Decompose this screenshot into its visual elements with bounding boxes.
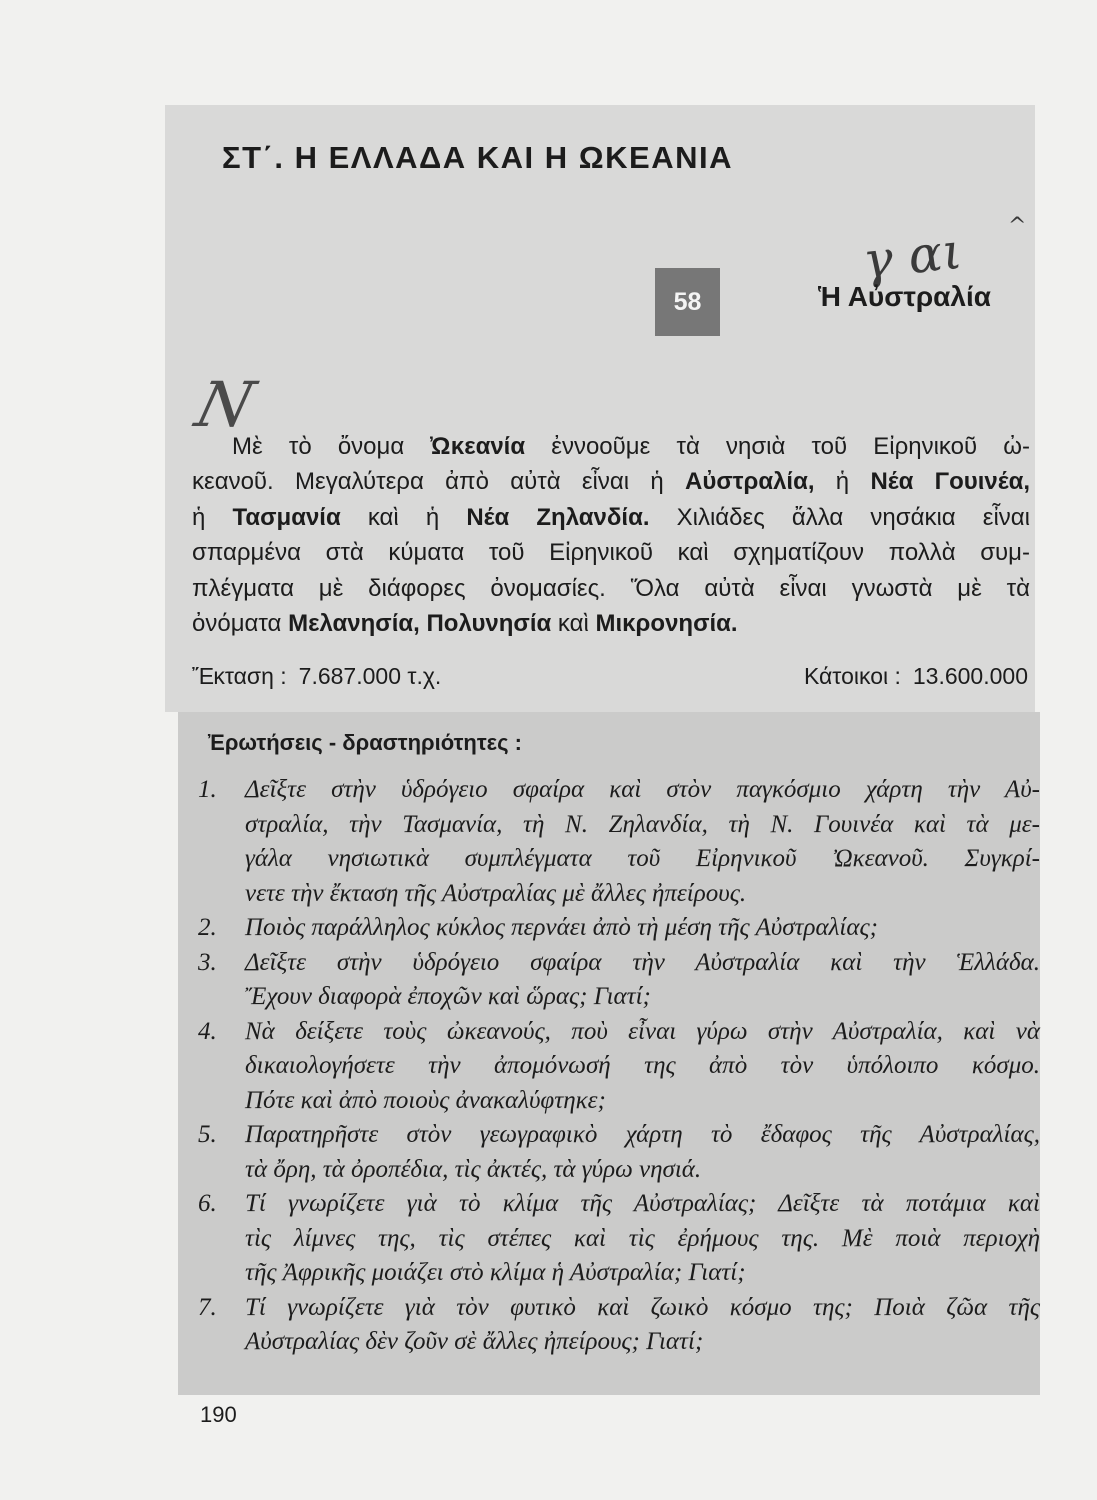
text-run: Χιλιάδες ἄλλα νησάκια εἶναι: [649, 503, 1031, 531]
question-line: τὰ ὄρη, τὰ ὀροπέδια, τὶς ἀκτές, τὰ γύρω νησιά.: [245, 1155, 702, 1183]
question-text: [245, 911, 1040, 946]
question-line: Τί γνωρίζετε γιὰ τὸν φυτικὸ καὶ ζωικὸ κόσμο της; Ποιὰ ζῶα τῆς: [245, 1293, 1040, 1321]
questions-heading: Ἐρωτήσεις - δραστηριότητες :: [208, 730, 522, 755]
questions-list: [198, 773, 1040, 1360]
text-run: σπαρμένα στὰ κύματα τοῦ Εἰρηνικοῦ καὶ σχηματίζουν πολλὰ συμ-: [192, 539, 1030, 567]
question-number: 6.: [198, 1190, 217, 1217]
section-title: ΣΤ΄. Η ΕΛΛΑΔΑ ΚΑΙ Η ΩΚΕΑΝΙΑ: [222, 140, 733, 175]
intro-line: [192, 535, 1030, 570]
question-line: Πότε καὶ ἀπὸ ποιοὺς ἀνακαλύφτηκε;: [245, 1086, 606, 1114]
question-item: [198, 773, 1040, 911]
text-run: ἡ: [192, 503, 233, 531]
question-text: [245, 1118, 1040, 1187]
question-line: Αὐστραλίας δὲν ζοῦν σὲ ἄλλες ἠπείρους; Γιατί;: [245, 1328, 704, 1355]
question-item: [198, 1118, 1040, 1187]
question-number: 7.: [198, 1293, 217, 1321]
intro-line: [192, 500, 1030, 535]
question-item: [198, 946, 1040, 1015]
text-run: Μὲ τὸ ὄνομα: [232, 433, 431, 460]
facts-line: [192, 660, 1028, 692]
intro-paragraph: [192, 429, 1030, 641]
lesson-title: Ἡ Αὐστραλία: [818, 281, 991, 312]
area-value: 7.687.000 τ.χ.: [298, 663, 442, 689]
text-run: ὀνόματα: [192, 609, 289, 637]
question-text: [245, 1015, 1040, 1119]
handwritten-mark: ^: [1008, 214, 1027, 239]
question-item: [198, 911, 1040, 946]
bold-term: Τασμανία: [232, 503, 341, 531]
area-label: Ἔκταση :: [192, 663, 287, 689]
page-number: 190: [200, 1402, 237, 1427]
question-text: [245, 773, 1040, 911]
question-line: Τί γνωρίζετε γιὰ τὸ κλίμα τῆς Αὐστραλίας; Δεῖξτε τὰ ποτάμια καὶ: [245, 1190, 1040, 1217]
population-fact: [804, 660, 1028, 692]
question-line: δικαιολογήσετε τὴν ἀπομόνωσή της ἀπὸ τὸν ὑπόλοιπο κόσμο.: [245, 1052, 1040, 1079]
question-text: [245, 1291, 1040, 1360]
text-run: ἐννοοῦμε τὰ νησιὰ τοῦ Εἰρηνικοῦ ὠ-: [525, 433, 1030, 460]
question-line: Ἔχουν διαφορὰ ἐποχῶν καὶ ὥρας; Γιατί;: [245, 983, 651, 1010]
question-number: 4.: [198, 1017, 217, 1045]
text-run: κεανοῦ. Μεγαλύτερα ἀπὸ αὐτὰ εἶναι ἡ: [192, 468, 686, 496]
population-value: 13.600.000: [912, 663, 1028, 689]
question-text: [245, 946, 1040, 1015]
handwritten-note: γ αι: [859, 221, 965, 290]
bold-term: Μελανησία, Πολυνησία: [288, 609, 552, 637]
area-fact: [192, 660, 441, 692]
lesson-number-badge: 58: [655, 268, 720, 336]
text-run: καὶ: [551, 609, 596, 637]
question-line: Νὰ δείξετε τοὺς ὠκεανούς, ποὺ εἶναι γύρω στὴν Αὐστραλία, καὶ νὰ: [245, 1017, 1040, 1045]
question-item: [198, 1291, 1040, 1360]
question-line: γάλα νησιωτικὰ συμπλέγματα τοῦ Εἰρηνικοῦ Ὠκεανοῦ. Συγκρί-: [245, 845, 1040, 872]
question-text: [245, 1187, 1040, 1291]
question-line: στραλία, τὴν Τασμανία, τὴ Ν. Ζηλανδία, τὴ Ν. Γουινέα καὶ τὰ με-: [245, 810, 1040, 838]
population-label: Κάτοικοι :: [803, 663, 901, 689]
question-line: νετε τὴν ἔκταση τῆς Αὐστραλίας μὲ ἄλλες ἠπείρους.: [245, 879, 747, 907]
bold-term: Αὐστραλία,: [685, 468, 815, 496]
bold-term: Ὠκεανία: [430, 433, 526, 460]
question-line: τὶς λίμνες της, τὶς στέπες καὶ τὶς ἐρήμους της. Μὲ ποιὰ περιοχὴ: [245, 1224, 1040, 1252]
question-number: 2.: [198, 914, 217, 941]
bold-term: Νέα Γουινέα,: [870, 468, 1030, 496]
question-number: 3.: [198, 948, 217, 976]
question-item: [198, 1015, 1040, 1119]
question-item: [198, 1187, 1040, 1291]
question-line: Δεῖξτε στὴν ὑδρόγειο σφαίρα καὶ στὸν παγκόσμιο χάρτη τὴν Αὐ-: [245, 776, 1040, 803]
intro-line: [192, 571, 1030, 606]
question-number: 1.: [198, 776, 217, 803]
text-run: πλέγματα μὲ διάφορες ὀνομασίες. Ὅλα αὐτὰ εἶναι γνωστὰ μὲ τὰ: [192, 574, 1030, 602]
question-line: Δεῖξτε στὴν ὑδρόγειο σφαίρα τὴν Αὐστραλία καὶ τὴν Ἑλλάδα.: [245, 948, 1040, 976]
text-run: καὶ ἡ: [340, 503, 467, 531]
text-run: ἡ: [814, 468, 871, 496]
question-number: 5.: [198, 1121, 217, 1148]
intro-line: [192, 606, 1030, 641]
intro-line: [192, 429, 1030, 464]
intro-line: [192, 464, 1030, 499]
question-line: τῆς Ἀφρικῆς μοιάζει στὸ κλίμα ἡ Αὐστραλία; Γιατί;: [245, 1259, 746, 1286]
question-line: Ποιὸς παράλληλος κύκλος περνάει ἀπὸ τὴ μέση τῆς Αὐστραλίας;: [245, 914, 878, 941]
bold-term: Νέα Ζηλανδία.: [466, 503, 650, 531]
bold-term: Μικρονησία.: [595, 609, 738, 637]
handwritten-letter: N: [188, 368, 262, 441]
question-line: Παρατηρῆστε στὸν γεωγραφικὸ χάρτη τὸ ἔδαφος τῆς Αὐστραλίας,: [245, 1121, 1040, 1148]
